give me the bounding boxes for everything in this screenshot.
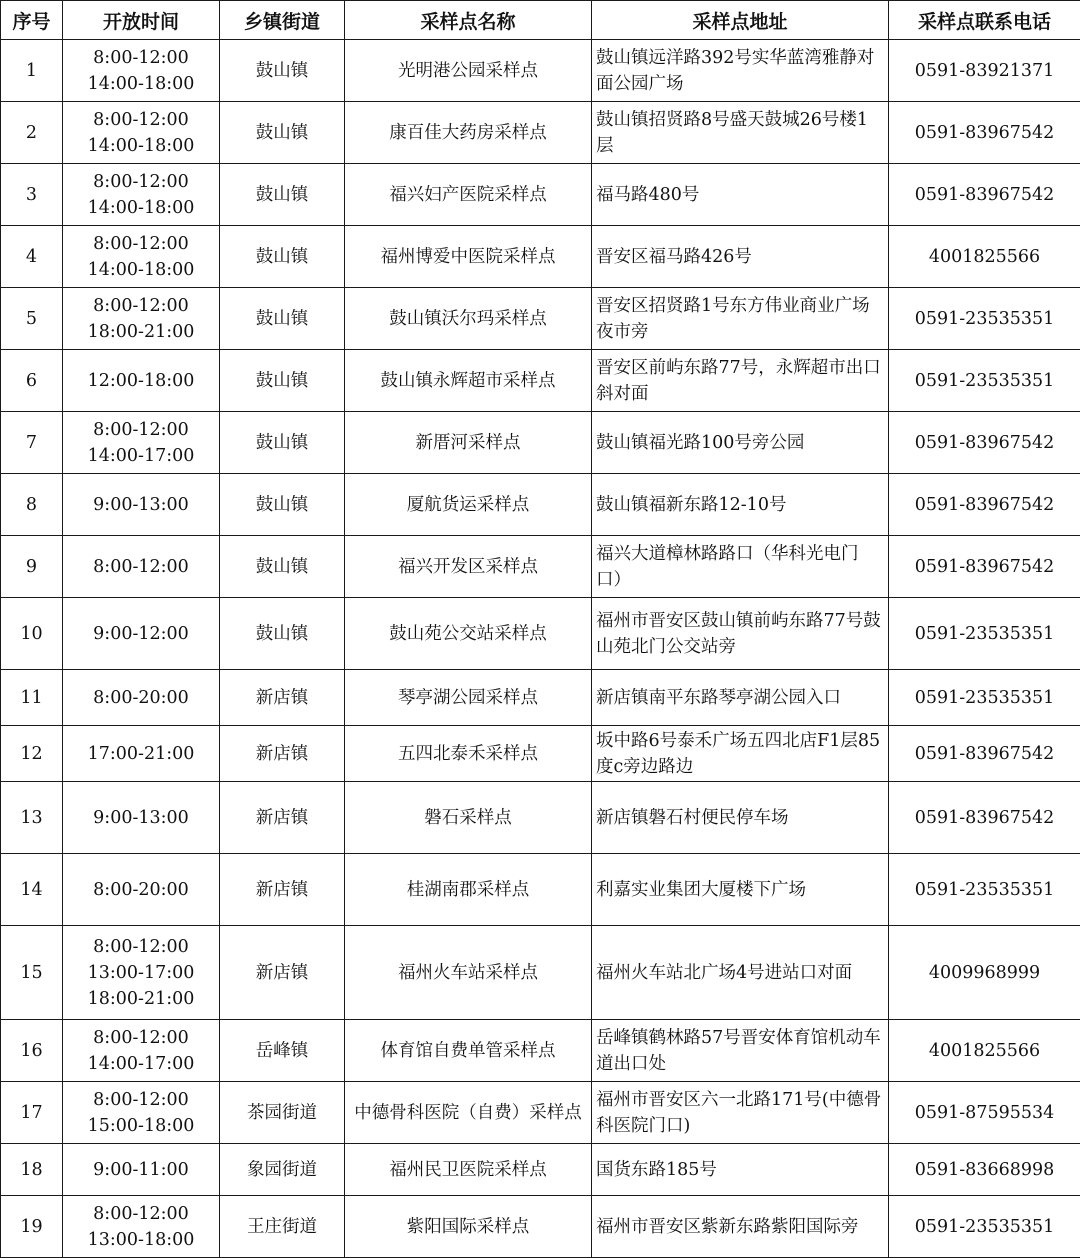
site-name: 体育馆自费单管采样点 — [345, 1020, 592, 1082]
table-row — [1, 226, 1080, 288]
table-row — [1, 926, 1080, 1020]
site-address: 福兴大道樟林路路口（华科光电门口） — [592, 536, 889, 598]
site-address: 鼓山镇福新东路12-10号 — [592, 474, 889, 536]
time-range: 8:00-12:00 — [67, 293, 215, 319]
town: 鼓山镇 — [220, 226, 345, 288]
site-address: 新店镇磐石村便民停车场 — [592, 782, 889, 854]
table-row — [1, 474, 1080, 536]
site-name: 鼓山苑公交站采样点 — [345, 598, 592, 670]
open-time — [63, 40, 220, 102]
site-address: 晋安区招贤路1号东方伟业商业广场夜市旁 — [592, 288, 889, 350]
town: 新店镇 — [220, 726, 345, 782]
site-name: 光明港公园采样点 — [345, 40, 592, 102]
site-name: 新厝河采样点 — [345, 412, 592, 474]
time-range: 9:00-13:00 — [67, 805, 215, 831]
site-name: 厦航货运采样点 — [345, 474, 592, 536]
site-phone: 0591-83967542 — [889, 102, 1080, 164]
town: 茶园街道 — [220, 1082, 345, 1144]
table-row — [1, 350, 1080, 412]
town: 鼓山镇 — [220, 40, 345, 102]
site-phone: 0591-23535351 — [889, 854, 1080, 926]
time-range: 8:00-20:00 — [67, 877, 215, 903]
row-number: 5 — [1, 288, 63, 350]
site-name: 福州民卫医院采样点 — [345, 1144, 592, 1196]
time-range: 15:00-18:00 — [67, 1113, 215, 1139]
site-phone: 4009968999 — [889, 926, 1080, 1020]
open-time — [63, 1020, 220, 1082]
town: 鼓山镇 — [220, 102, 345, 164]
header-open-time: 开放时间 — [63, 1, 220, 40]
table-row — [1, 598, 1080, 670]
site-address: 岳峰镇鹤林路57号晋安体育馆机动车道出口处 — [592, 1020, 889, 1082]
town: 王庄街道 — [220, 1196, 345, 1258]
town: 新店镇 — [220, 670, 345, 726]
row-number: 1 — [1, 40, 63, 102]
site-address: 新店镇南平东路琴亭湖公园入口 — [592, 670, 889, 726]
time-range: 8:00-12:00 — [67, 45, 215, 71]
open-time — [63, 854, 220, 926]
time-range: 14:00-18:00 — [67, 133, 215, 159]
town: 新店镇 — [220, 782, 345, 854]
header-no: 序号 — [1, 1, 63, 40]
site-name: 福州火车站采样点 — [345, 926, 592, 1020]
open-time — [63, 288, 220, 350]
time-range: 14:00-17:00 — [67, 1051, 215, 1077]
town: 新店镇 — [220, 854, 345, 926]
site-address: 鼓山镇远洋路392号实华蓝湾雅静对面公园广场 — [592, 40, 889, 102]
site-name: 鼓山镇永辉超市采样点 — [345, 350, 592, 412]
site-address: 福州市晋安区紫新东路紫阳国际旁 — [592, 1196, 889, 1258]
town: 岳峰镇 — [220, 1020, 345, 1082]
time-range: 8:00-12:00 — [67, 107, 215, 133]
table-body — [1, 40, 1080, 1258]
open-time — [63, 670, 220, 726]
open-time — [63, 412, 220, 474]
site-address: 晋安区福马路426号 — [592, 226, 889, 288]
table-row — [1, 726, 1080, 782]
table-row — [1, 102, 1080, 164]
time-range: 8:00-12:00 — [67, 417, 215, 443]
open-time — [63, 926, 220, 1020]
table-row — [1, 1196, 1080, 1258]
table-row — [1, 40, 1080, 102]
table-row — [1, 536, 1080, 598]
open-time — [63, 474, 220, 536]
open-time — [63, 226, 220, 288]
town: 鼓山镇 — [220, 164, 345, 226]
row-number: 4 — [1, 226, 63, 288]
town: 鼓山镇 — [220, 288, 345, 350]
site-name: 福兴开发区采样点 — [345, 536, 592, 598]
row-number: 11 — [1, 670, 63, 726]
time-range: 8:00-12:00 — [67, 1025, 215, 1051]
open-time — [63, 1196, 220, 1258]
table-row — [1, 782, 1080, 854]
time-range: 13:00-17:00 — [67, 960, 215, 986]
site-address: 福州火车站北广场4号进站口对面 — [592, 926, 889, 1020]
table-row — [1, 1082, 1080, 1144]
time-range: 8:00-20:00 — [67, 685, 215, 711]
town: 象园街道 — [220, 1144, 345, 1196]
header-row — [1, 1, 1080, 40]
row-number: 10 — [1, 598, 63, 670]
site-phone: 0591-23535351 — [889, 288, 1080, 350]
table-row — [1, 412, 1080, 474]
site-name: 康百佳大药房采样点 — [345, 102, 592, 164]
table-row — [1, 1020, 1080, 1082]
row-number: 15 — [1, 926, 63, 1020]
site-phone: 0591-83967542 — [889, 726, 1080, 782]
site-phone: 4001825566 — [889, 226, 1080, 288]
town: 鼓山镇 — [220, 536, 345, 598]
table-row — [1, 164, 1080, 226]
open-time — [63, 350, 220, 412]
town: 鼓山镇 — [220, 598, 345, 670]
time-range: 14:00-18:00 — [67, 257, 215, 283]
time-range: 8:00-12:00 — [67, 1201, 215, 1227]
time-range: 8:00-12:00 — [67, 554, 215, 580]
header-site-address: 采样点地址 — [592, 1, 889, 40]
site-phone: 4001825566 — [889, 1020, 1080, 1082]
site-address: 福州市晋安区鼓山镇前屿东路77号鼓山苑北门公交站旁 — [592, 598, 889, 670]
time-range: 13:00-18:00 — [67, 1227, 215, 1253]
open-time — [63, 164, 220, 226]
open-time — [63, 536, 220, 598]
time-range: 17:00-21:00 — [67, 741, 215, 767]
town: 鼓山镇 — [220, 474, 345, 536]
header-site-name: 采样点名称 — [345, 1, 592, 40]
open-time — [63, 1082, 220, 1144]
site-phone: 0591-83967542 — [889, 164, 1080, 226]
time-range: 14:00-17:00 — [67, 443, 215, 469]
site-name: 五四北泰禾采样点 — [345, 726, 592, 782]
row-number: 7 — [1, 412, 63, 474]
row-number: 8 — [1, 474, 63, 536]
town: 鼓山镇 — [220, 412, 345, 474]
site-phone: 0591-83668998 — [889, 1144, 1080, 1196]
site-phone: 0591-83967542 — [889, 782, 1080, 854]
site-name: 福州博爱中医院采样点 — [345, 226, 592, 288]
site-name: 中德骨科医院（自费）采样点 — [345, 1082, 592, 1144]
time-range: 8:00-12:00 — [67, 231, 215, 257]
row-number: 6 — [1, 350, 63, 412]
row-number: 14 — [1, 854, 63, 926]
site-name: 福兴妇产医院采样点 — [345, 164, 592, 226]
site-phone: 0591-23535351 — [889, 350, 1080, 412]
row-number: 2 — [1, 102, 63, 164]
site-phone: 0591-23535351 — [889, 598, 1080, 670]
table-row — [1, 854, 1080, 926]
open-time — [63, 102, 220, 164]
time-range: 14:00-18:00 — [67, 195, 215, 221]
row-number: 3 — [1, 164, 63, 226]
row-number: 18 — [1, 1144, 63, 1196]
open-time — [63, 782, 220, 854]
site-phone: 0591-23535351 — [889, 670, 1080, 726]
time-range: 14:00-18:00 — [67, 71, 215, 97]
site-phone: 0591-83921371 — [889, 40, 1080, 102]
row-number: 13 — [1, 782, 63, 854]
open-time — [63, 726, 220, 782]
site-name: 紫阳国际采样点 — [345, 1196, 592, 1258]
site-name: 鼓山镇沃尔玛采样点 — [345, 288, 592, 350]
table-row — [1, 670, 1080, 726]
time-range: 12:00-18:00 — [67, 368, 215, 394]
site-name: 桂湖南郡采样点 — [345, 854, 592, 926]
site-address: 福州市晋安区六一北路171号(中德骨科医院门口) — [592, 1082, 889, 1144]
time-range: 9:00-13:00 — [67, 492, 215, 518]
open-time — [63, 1144, 220, 1196]
site-phone: 0591-23535351 — [889, 1196, 1080, 1258]
time-range: 8:00-12:00 — [67, 934, 215, 960]
town: 新店镇 — [220, 926, 345, 1020]
row-number: 16 — [1, 1020, 63, 1082]
site-phone: 0591-83967542 — [889, 412, 1080, 474]
open-time — [63, 598, 220, 670]
time-range: 18:00-21:00 — [67, 986, 215, 1012]
site-address: 福马路480号 — [592, 164, 889, 226]
time-range: 8:00-12:00 — [67, 1087, 215, 1113]
time-range: 9:00-12:00 — [67, 621, 215, 647]
table-row — [1, 288, 1080, 350]
town: 鼓山镇 — [220, 350, 345, 412]
site-name: 磐石采样点 — [345, 782, 592, 854]
time-range: 8:00-12:00 — [67, 169, 215, 195]
row-number: 17 — [1, 1082, 63, 1144]
header-site-phone: 采样点联系电话 — [889, 1, 1080, 40]
site-name: 琴亭湖公园采样点 — [345, 670, 592, 726]
site-phone: 0591-87595534 — [889, 1082, 1080, 1144]
site-phone: 0591-83967542 — [889, 536, 1080, 598]
site-phone: 0591-83967542 — [889, 474, 1080, 536]
row-number: 12 — [1, 726, 63, 782]
site-address: 鼓山镇福光路100号旁公园 — [592, 412, 889, 474]
site-address: 晋安区前屿东路77号，永辉超市出口斜对面 — [592, 350, 889, 412]
site-address: 国货东路185号 — [592, 1144, 889, 1196]
header-town: 乡镇街道 — [220, 1, 345, 40]
time-range: 9:00-11:00 — [67, 1157, 215, 1183]
table-row — [1, 1144, 1080, 1196]
time-range: 18:00-21:00 — [67, 319, 215, 345]
site-address: 利嘉实业集团大厦楼下广场 — [592, 854, 889, 926]
row-number: 19 — [1, 1196, 63, 1258]
site-address: 坂中路6号泰禾广场五四北店F1层85度c旁边路边 — [592, 726, 889, 782]
row-number: 9 — [1, 536, 63, 598]
site-address: 鼓山镇招贤路8号盛天鼓城26号楼1层 — [592, 102, 889, 164]
